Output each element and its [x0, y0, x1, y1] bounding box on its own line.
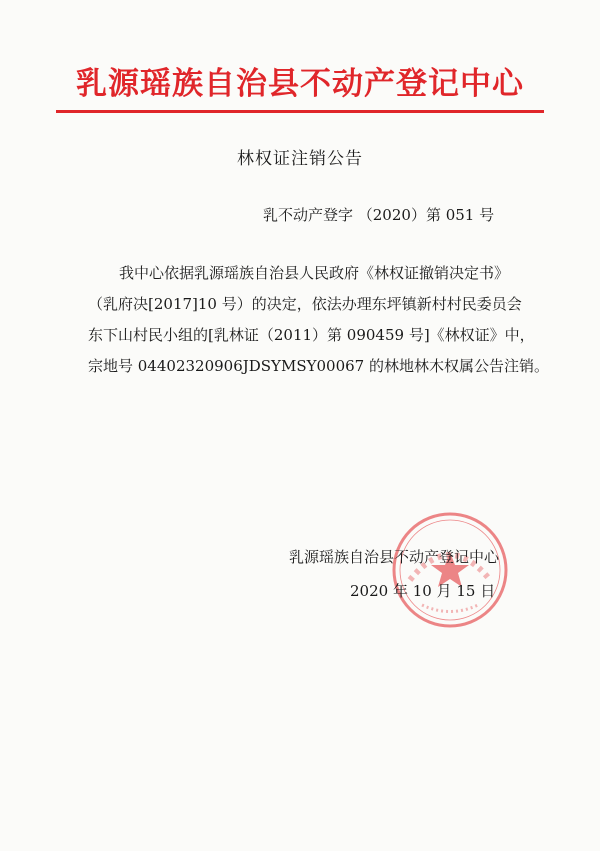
body-line: 宗地号 04402320906JDSYMSY00067 的林地林木权属公告注销。	[88, 357, 549, 375]
notice-body	[88, 258, 549, 382]
body-line: （乳府决[2017]10 号）的决定，依法办理东坪镇新村村民委员会	[88, 295, 522, 313]
body-line: 东下山村民小组的[乳林证（2011）第 090459 号]《林权证》中，	[88, 326, 535, 344]
signing-date: 2020 年 10 月 15 日	[350, 582, 496, 600]
signing-organization: 乳源瑶族自治县不动产登记中心	[289, 548, 500, 566]
official-seal-icon	[390, 510, 510, 630]
notice-title: 林权证注销公告	[237, 149, 363, 169]
header-divider	[56, 110, 544, 113]
document-number: 乳不动产登字 （2020）第 051 号	[263, 206, 495, 224]
body-line: 我中心依据乳源瑶族自治县人民政府《林权证撤销决定书》	[119, 264, 510, 282]
agency-header-title: 乳源瑶族自治县不动产登记中心	[76, 66, 524, 102]
